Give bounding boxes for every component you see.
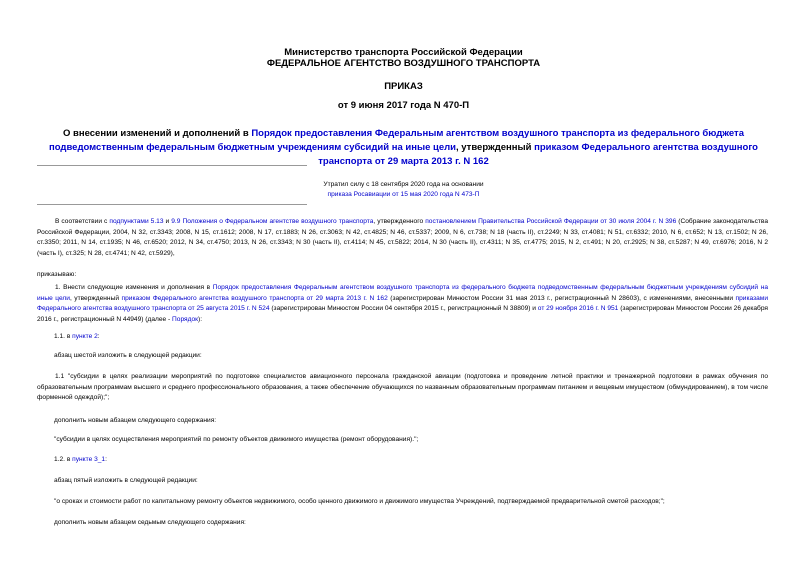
link-prikaz-524[interactable]: приказами Федерального агентства воздушного транспорта от 25 августа 2015 г. N 524 — [37, 294, 768, 313]
paragraph-item-1 — [37, 283, 768, 325]
text: 1.1. в — [54, 333, 73, 340]
status-note-text: Утратил силу с 18 сентября 2020 года на основании — [323, 181, 484, 188]
title-link-poryadok[interactable]: Порядок предоставления Федеральным агентством воздушного транспорта из федерального бюджета подведомственным федеральным бюджетным учреждениям субсидий на иные цели — [49, 128, 744, 153]
text: (зарегистрирован Минюстом России 04 сентября 2015 г., регистрационный N 38809) и — [269, 305, 538, 313]
text: , утвержденного — [373, 218, 426, 225]
quote-3: "о сроках и стоимости работ по капитальному ремонту объектов недвижимого, особо ценного движимого и движимого имущества Учреждений, подтверждаемой предварительной сметой расходов;"; — [54, 498, 665, 505]
prikazyvayu: приказываю: — [37, 271, 77, 278]
text: 1.2. в — [54, 456, 73, 463]
quote-2: "субсидии в целях осуществления мероприятий по ремонту объектов движимого имущества (ремонт оборудования)."; — [54, 436, 419, 443]
item-1-1 — [54, 332, 768, 343]
link-poryadok-short[interactable]: Порядок — [172, 315, 199, 323]
divider — [37, 204, 307, 205]
item-1-2 — [54, 455, 768, 466]
doc-date-number: от 9 июня 2017 года N 470-П — [337, 100, 470, 111]
divider — [37, 165, 307, 166]
link-postanovlenie-396[interactable]: постановлением Правительства Российской Федерации от 30 июля 2004 г. N 396 — [425, 218, 677, 225]
doc-type: ПРИКАЗ — [384, 81, 423, 92]
text: (зарегистрирован Минюстом России 31 мая 2013 г., регистрационный N 28603), с изменениями, внесенными — [387, 294, 736, 302]
title-link-prikaz-162[interactable]: приказом Федерального агентства воздушного транспорта от 29 марта 2013 г. N 162 — [318, 142, 758, 167]
abzac-5-line: абзац пятый изложить в следующей редакции: — [54, 477, 198, 484]
text: : — [105, 456, 107, 463]
quote-1: 1.1 "субсидии в целях реализации мероприятий по подготовке специалистов авиационного персонала гражданской авиации (подготовка и проведение летной практики и тренажерной подготовки в рамках обучения по образовательным программам высшего и среднего профессионального образования, а также обеспечение обучающихся по названным образовательным программам питанием и вещевым имуществом (обмундированием), в том числе форменной одеждой);"; — [37, 373, 768, 402]
link-prikaz-951[interactable]: от 29 ноября 2016 г. N 951 — [537, 305, 619, 313]
text: (Собрание законодательства Российской Федерации, 2004, N 32, ст.3343; 2008, N 15, ст.1612; 2008, N 17, ст.1883; N 26, ст.3063; N 42, ст.4825; N 46, ст.5337; 2009, N 6, ст.738; N 18 (часть II), ст.2249; N 33, ст.4081; N 51, ст.6332; 2010, N 6, ст.652; N 13, ст.1502; N 26, ст.3350; 2011, N 14, ст.1935; N 46, ст.6520; 2012, N 34, ст.4750; 2013, N 26, ст.3343; N 30 (часть II), ст.4114; N 45, ст.5822; 2014, N 30 (часть II), ст.4311; N 35, ст.4775; 2015, N 2, ст.491; N 20, ст.2925; N 38, ст.5287; N 49, ст.6976; 2016, N 2 (часть I), ст.325; N 28, ст.4741; N 42, ст.5929), — [37, 218, 769, 257]
link-punkt-3-1[interactable]: пункте 3_1 — [72, 456, 106, 463]
agency-header: ФЕДЕРАЛЬНОЕ АГЕНТСТВО ВОЗДУШНОГО ТРАНСПОРТА — [266, 58, 541, 69]
text: : — [97, 333, 100, 340]
add-line-2: дополнить новым абзацем седьмым следующего содержания: — [54, 519, 246, 526]
text: (зарегистрирован Минюстом России 26 декабря 2016 г., регистрационный N 44949) (далее - — [37, 305, 768, 323]
link-poryadok[interactable]: Порядок предоставления Федеральным агентством воздушного транспорта из федерального бюджета подведомственным федеральным бюджетным учреждениям субсидий на иные цели — [37, 284, 769, 302]
text: ): — [198, 315, 203, 323]
status-note-link[interactable]: приказа Росавиации от 15 мая 2020 года N 473-П — [327, 191, 480, 198]
add-line-1: дополнить новым абзацем следующего содержания: — [54, 417, 217, 424]
link-polozhenie[interactable]: 9.9 Положения о Федеральном агентстве воздушного транспорта — [171, 218, 374, 225]
link-punkt-2[interactable]: пункте 2 — [72, 333, 98, 340]
link-prikaz-162[interactable]: приказом Федерального агентства воздушного транспорта от 29 марта 2013 г. N 162 — [121, 294, 388, 302]
title-text-2: , утвержденный — [456, 142, 535, 153]
link-subpoints-5-13[interactable]: подпунктами 5.13 — [109, 218, 164, 225]
ministry-header: Министерство транспорта Российской Федерации — [284, 47, 523, 58]
text: , утвержденный — [69, 294, 122, 302]
title-text-1: О внесении изменений и дополнений в — [63, 128, 252, 139]
paragraph-basis — [37, 217, 768, 259]
abzac-6-line: абзац шестой изложить в следующей редакции: — [54, 352, 202, 359]
text: и — [163, 218, 172, 225]
text: 1. Внести следующие изменения и дополнения в — [55, 284, 213, 291]
doc-title — [28, 127, 779, 169]
text: В соответствии с — [55, 218, 110, 225]
